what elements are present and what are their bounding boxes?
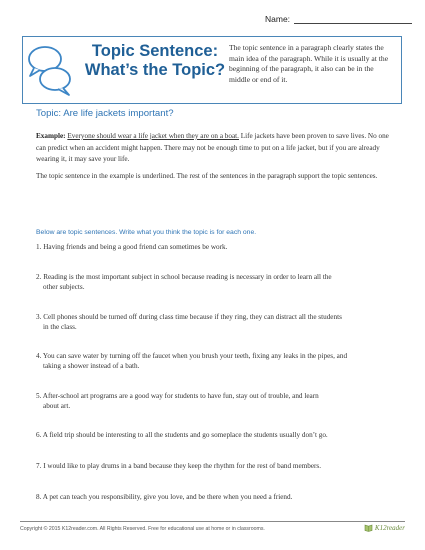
question-4-continuation: taking a shower instead of a bath.: [43, 362, 140, 370]
question-7-text: 7. I would like to play drums in a band because they keep the rhythm for the rest of band members.: [36, 462, 322, 470]
example-label: Example:: [36, 132, 66, 140]
title-line-1: Topic Sentence:: [91, 42, 219, 60]
copyright-text: Copyright © 2015 K12reader.com. All Rights Reserved. Free for educational use at home or in classrooms.: [20, 526, 265, 532]
question-3-continuation: in the class.: [43, 323, 77, 331]
example-paragraph: [36, 131, 392, 166]
question-2-text: 2. Reading is the most important subject in school because reading is necessary in order to learn all the: [36, 273, 332, 281]
question-6: [36, 430, 392, 440]
question-3-text: 3. Cell phones should be turned off during class time because if they ring, they can distract all the students: [36, 313, 342, 321]
header-description: The topic sentence in a paragraph clearly states the main idea of the paragraph. While it is usually at the beginning of the paragraph, it also can be in the middle or end of it.: [229, 43, 389, 84]
question-3: [36, 312, 392, 332]
k12reader-logo: [364, 523, 405, 532]
footer: [20, 521, 405, 532]
question-5: [36, 391, 392, 411]
question-1: [36, 242, 392, 252]
question-2: [36, 272, 392, 292]
question-7: [36, 461, 392, 471]
page-title: [75, 42, 235, 80]
question-1-text: 1. Having friends and being a good friend can sometimes be work.: [36, 243, 228, 251]
name-label: Name:: [265, 14, 291, 24]
question-6-text: 6. A field trip should be interesting to all the students and go someplace the students usually don’t go.: [36, 431, 328, 439]
name-underline[interactable]: [294, 23, 412, 24]
header-box: [22, 36, 402, 104]
book-icon: [364, 523, 373, 532]
explanation-paragraph: The topic sentence in the example is underlined. The rest of the sentences in the paragraph support the topic sentences.: [36, 171, 378, 180]
example-body: Life jackets have been proven to save lives. No one can predict when an accident might happen. There may not be enough time to put on a life jacket, but if you are already wearing it, it may save your life.: [36, 132, 389, 163]
question-4: [36, 351, 392, 371]
instructions: Below are topic sentences. Write what you think the topic is for each one.: [36, 229, 257, 236]
question-8-text: 8. A pet can teach you responsibility, give you love, and be there when you need a friend.: [36, 493, 293, 501]
question-8: [36, 492, 392, 502]
title-line-2: What’s the Topic?: [84, 61, 226, 79]
speech-bubbles-icon: [25, 43, 75, 99]
worksheet-content: [36, 108, 392, 501]
example-topic-sentence: Everyone should wear a life jacket when they are on a boat.: [67, 132, 239, 140]
name-field[interactable]: [265, 14, 412, 24]
question-5-continuation: about art.: [43, 402, 71, 410]
question-2-continuation: other subjects.: [43, 283, 85, 291]
question-5-text: 5. After-school art programs are a good way for students to have fun, stay out of trouble, and learn: [36, 392, 319, 400]
logo-text: K12reader: [374, 523, 405, 532]
topic-subtitle: Topic: Are life jackets important?: [36, 108, 174, 119]
question-4-text: 4. You can save water by turning off the faucet when you brush your teeth, fixing any leaks in the pipes, and: [36, 352, 348, 360]
